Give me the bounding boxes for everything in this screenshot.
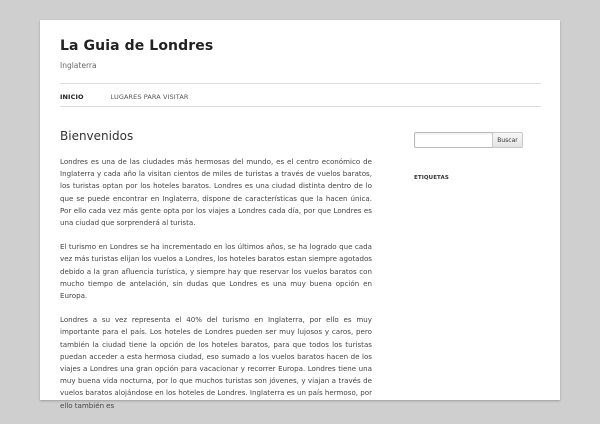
nav-item-lugares-para-visitar[interactable]: LUGARES PARA VISITAR (110, 93, 189, 101)
post-paragraph: Londres es una de las ciudades más hermosas del mundo, es el centro económico de Inglaterra y cada año la visitan cientos de miles de turistas a través de vuelos baratos, los turistas optan por los hoteles baratos. Londres es una ciudad distinta dentro de lo que se puede encontrar en Inglaterra, dispone de características que la hacen única. Por ello cada vez más gente opta por los viajes a Londres cada día, por que Londres es una ciudad que sorprenderá al turista. (60, 157, 372, 228)
post-title[interactable]: Bienvenidos (60, 129, 134, 143)
site-title[interactable]: La Guia de Londres (60, 38, 214, 54)
site-description: Inglaterra (60, 61, 97, 70)
main-navigation (60, 88, 541, 106)
nav-top-divider (60, 83, 541, 84)
post-content (60, 156, 372, 424)
nav-bottom-divider (60, 106, 541, 107)
search-button[interactable]: Buscar (492, 132, 523, 148)
nav-item-inicio[interactable]: INICIO (60, 93, 84, 101)
post-paragraph: El turismo en Londres se ha incrementado en los últimos años, se ha logrado que cada vez más turistas elijan los vuelos a Londres, los hoteles baratos estan siempre agotados debido a la gran afluencia turística, y siempre hay que reservar los vuelos baratos con mucho tiempo de antelación, sin dudas que Londres es una muy buena opción en Europa. (60, 242, 372, 301)
search-input[interactable] (414, 132, 494, 148)
post-paragraph: Londres a su vez representa el 40% del turismo en Inglaterra, por ello es muy importante para el país. Los hoteles de Londres pueden ser muy lujosos y caros, pero también la ciudad tiene la opción de los hoteles baratos, para que todos los turistas puedan acceder a esta hermosa ciudad, eso sumado a los vuelos baratos hacen de los viajes a Londres una gran opción para vacacionar y recorrer Europa. Londres tiene una muy buena vida nocturna, por lo que muchos turistas son jóvenes, y viajan a través de vuelos baratos alojándose en los hoteles de Londres. Inglaterra es un país hermoso, por ello también es (60, 315, 372, 410)
page-container (40, 20, 560, 410)
widget-title-etiquetas: ETIQUETAS (414, 175, 449, 181)
